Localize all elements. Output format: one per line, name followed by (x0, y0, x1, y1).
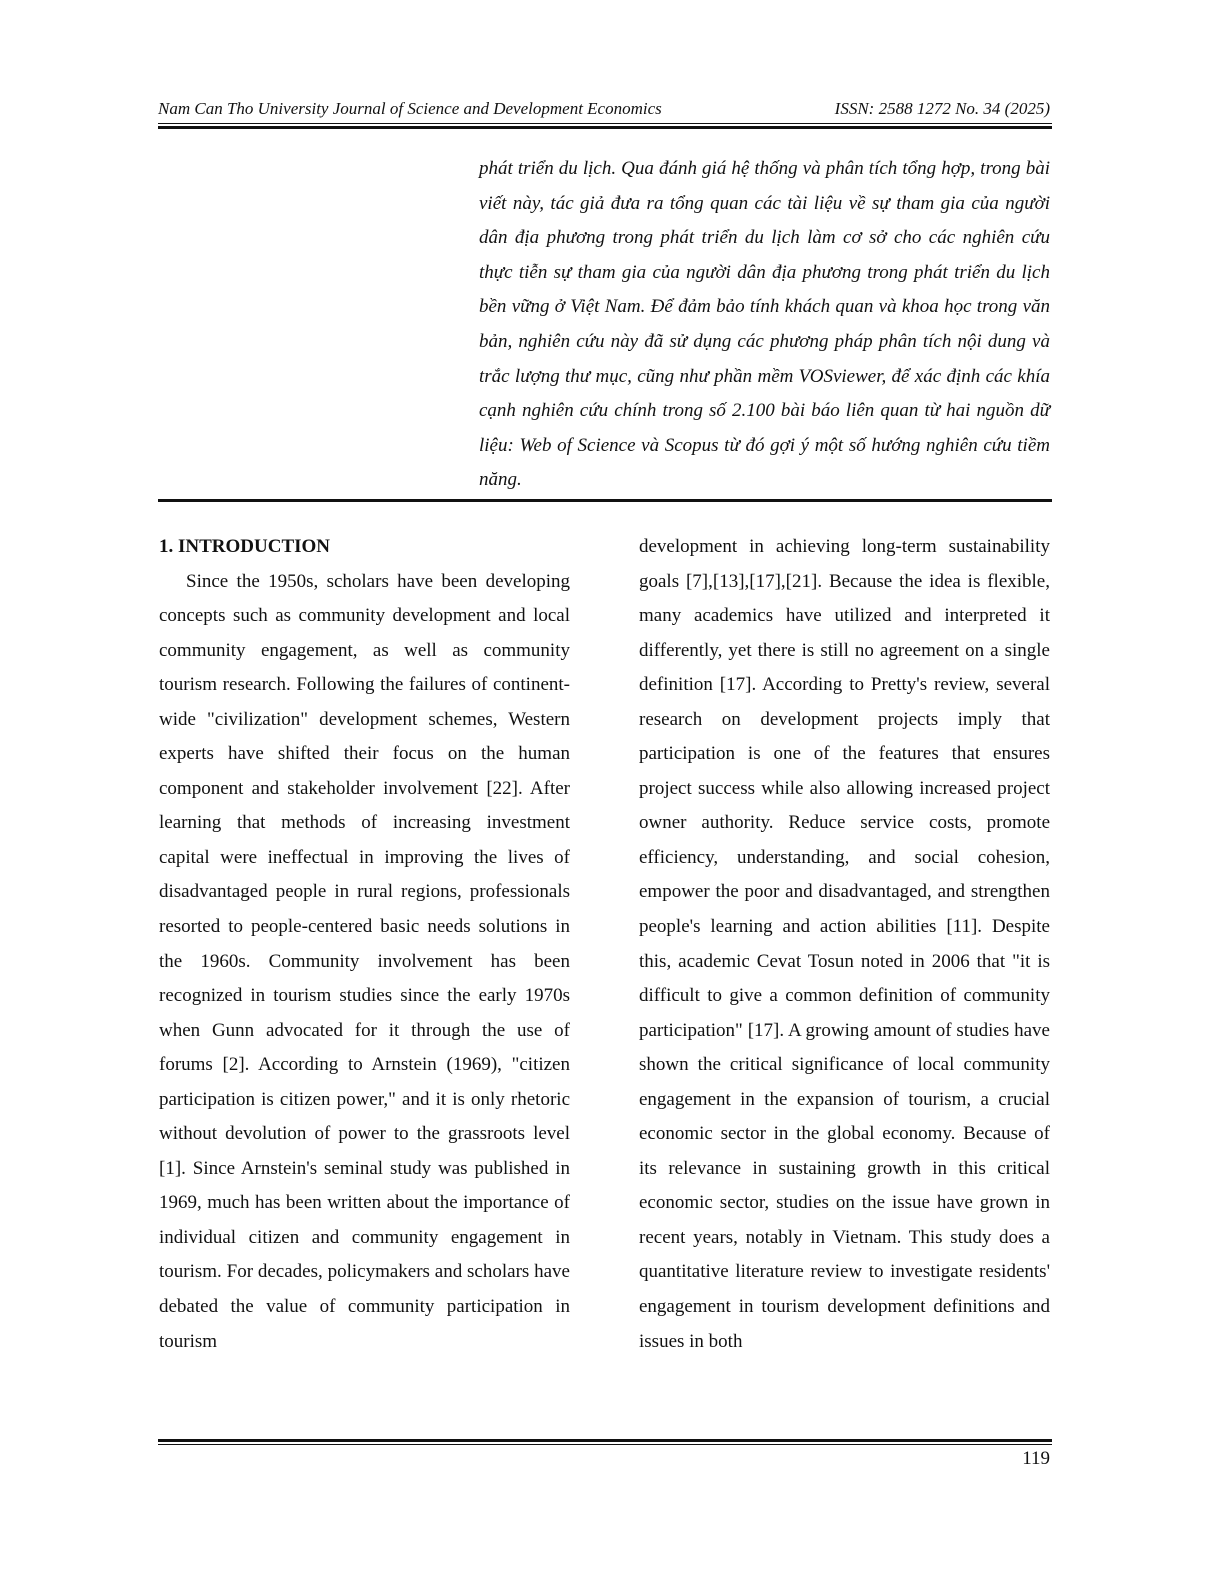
right-column (639, 530, 1050, 1359)
right-column-paragraph: development in achieving long-term sustainability goals [7],[13],[17],[21]. Because the idea is flexible, many academics have utilized and interpreted it differently, yet there is still no agreement on a single definition [17]. According to Pretty's review, several research on development projects imply that participation is one of the features that ensures project success while also allowing increased project owner authority. Reduce service costs, promote efficiency, understanding, and social cohesion, empower the poor and disadvantaged, and strengthen people's learning and action abilities [11]. Despite this, academic Cevat Tosun noted in 2006 that "it is difficult to give a common definition of community participation" [17]. A growing amount of studies have shown the critical significance of local community engagement in the expansion of tourism, a crucial economic sector in the global economy. Because of its relevance in sustaining growth in this critical economic sector, studies on the issue have grown in recent years, notably in Vietnam. This study does a quantitative literature review to investigate residents' engagement in tourism development definitions and issues in both (639, 536, 1050, 1352)
vietnamese-abstract: phát triển du lịch. Qua đánh giá hệ thống và phân tích tổng hợp, trong bài viết này, tác giả đưa ra tổng quan các tài liệu về sự tham gia của người dân địa phương trong phát triển du lịch làm cơ sở cho các nghiên cứu thực tiễn sự tham gia của người dân địa phương trong phát triển du lịch bền vững ở Việt Nam. Để đảm bảo tính khách quan và khoa học trong văn bản, nghiên cứu này đã sử dụng các phương pháp phân tích nội dung và trắc lượng thư mục, cũng như phần mềm VOSviewer, để xác định các khía cạnh nghiên cứu chính trong số 2.100 bài báo liên quan từ hai nguồn dữ liệu: Web of Science và Scopus từ đó gợi ý một số hướng nghiên cứu tiềm năng. (479, 158, 1050, 491)
header-rule-thick (158, 126, 1052, 129)
left-column (159, 530, 570, 1359)
header-rule-thin (158, 123, 1052, 124)
footer-rule-thin (158, 1444, 1052, 1445)
abstract-divider (158, 499, 1052, 502)
issn-issue: ISSN: 2588 1272 No. 34 (2025) (834, 99, 1050, 118)
journal-title: Nam Can Tho University Journal of Science and Development Economics (158, 99, 662, 118)
section-heading: 1. INTRODUCTION (159, 536, 331, 557)
running-header (158, 98, 1050, 122)
page-number: 119 (1022, 1448, 1050, 1469)
footer-rule-thick (158, 1439, 1052, 1442)
left-column-paragraph: Since the 1950s, scholars have been developing concepts such as community development and local community engagement, as well as community tourism research. Following the failures of continent-wide "civilization" development schemes, Western experts have shifted their focus on the human component and stakeholder involvement [22]. After learning that methods of increasing investment capital were ineffectual in improving the lives of disadvantaged people in rural regions, professionals resorted to people-centered basic needs solutions in the 1960s. Community involvement has been recognized in tourism studies since the early 1970s when Gunn advocated for it through the use of forums [2]. According to Arnstein (1969), "citizen participation is citizen power," and it is only rhetoric without devolution of power to the grassroots level [1]. Since Arnstein's seminal study was published in 1969, much has been written about the importance of individual citizen and community engagement in tourism. For decades, policymakers and scholars have debated the value of community participation in tourism (159, 570, 570, 1352)
